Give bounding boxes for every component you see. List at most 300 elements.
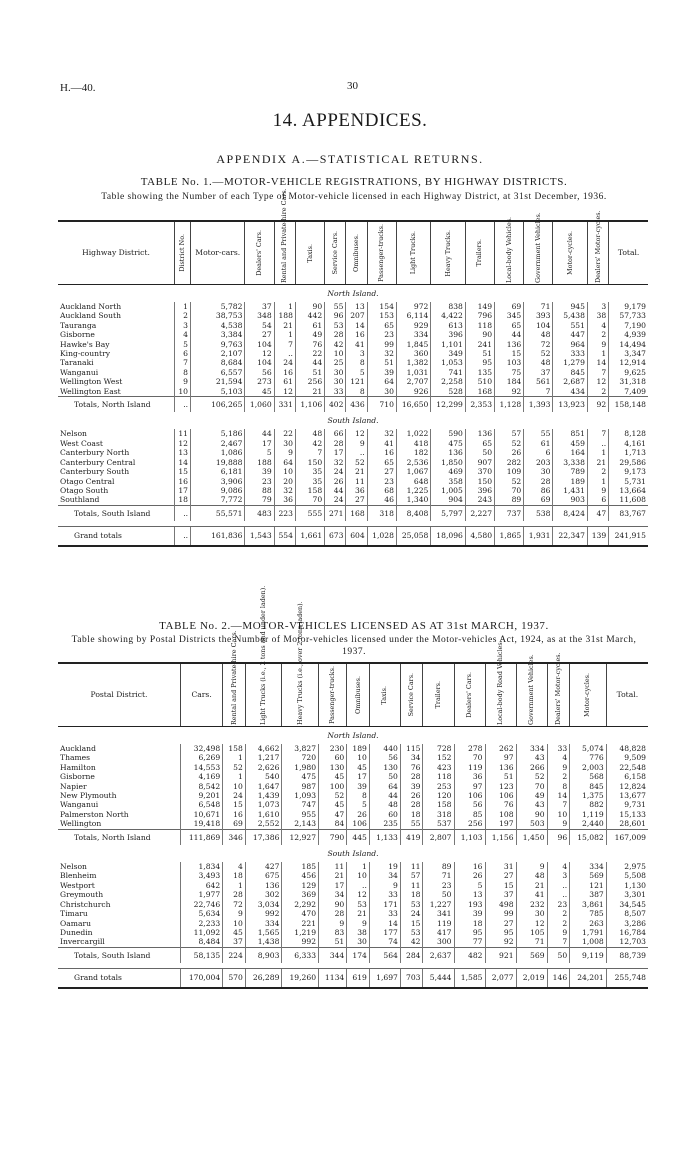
table-cell: 27 bbox=[367, 467, 396, 476]
row-label: Hamilton bbox=[60, 762, 96, 772]
table-cell: 8,903 bbox=[245, 947, 282, 963]
table-row bbox=[58, 377, 648, 386]
row-label: Totals, South Island bbox=[58, 505, 175, 521]
appendix-title: APPENDIX A.—STATISTICAL RETURNS. bbox=[216, 152, 484, 166]
table-cell: 4 bbox=[223, 862, 246, 871]
table-row bbox=[58, 772, 648, 781]
table-cell: 111,869 bbox=[181, 829, 223, 845]
table-cell: 106,265 bbox=[191, 397, 245, 413]
table-cell: 48 bbox=[369, 800, 400, 809]
table-cell: 118 bbox=[423, 772, 454, 781]
table-cell: 1,022 bbox=[396, 429, 430, 438]
column-header bbox=[553, 221, 587, 285]
table-cell: 49 bbox=[516, 791, 547, 800]
table-cell: 22,347 bbox=[553, 527, 587, 546]
table-cell: 10 bbox=[175, 387, 191, 397]
column-header-label: Taxis. bbox=[380, 685, 389, 705]
table-cell: 153 bbox=[367, 311, 396, 320]
table-cell: 19,888 bbox=[191, 458, 245, 467]
table-cell: 442 bbox=[295, 311, 324, 320]
table-cell: 10 bbox=[547, 810, 570, 819]
table-cell: 785 bbox=[570, 909, 607, 918]
table-cell: 70 bbox=[495, 486, 524, 495]
table-cell: 2,536 bbox=[396, 458, 430, 467]
table-cell: 188 bbox=[274, 311, 295, 320]
table-cell: 15 bbox=[175, 467, 191, 476]
table-cell: 4,662 bbox=[245, 744, 282, 753]
table-cell: 104 bbox=[245, 340, 274, 349]
table-cell: 52 bbox=[346, 458, 367, 467]
table-cell: 747 bbox=[282, 800, 319, 809]
table-cell: 105 bbox=[516, 928, 547, 937]
table-cell: 1 bbox=[223, 772, 246, 781]
table-cell: 167,009 bbox=[606, 829, 648, 845]
table-cell: 15,082 bbox=[570, 829, 607, 845]
table-cell: 28,601 bbox=[606, 819, 648, 829]
table-cell: 17 bbox=[325, 448, 346, 457]
table-cell: 19 bbox=[369, 862, 400, 871]
table-cell: 95 bbox=[485, 928, 516, 937]
table-cell: 907 bbox=[465, 458, 494, 467]
column-header: Cars. bbox=[181, 663, 223, 727]
table-cell: 23 bbox=[423, 881, 454, 890]
table-cell: 90 bbox=[516, 810, 547, 819]
table-cell: 11 bbox=[400, 862, 423, 871]
column-header bbox=[347, 663, 370, 727]
table-cell: .. bbox=[587, 439, 608, 448]
table-cell: 97 bbox=[485, 753, 516, 762]
table-cell: 369 bbox=[282, 890, 319, 899]
table-cell: 32 bbox=[367, 349, 396, 358]
table-cell: 8,507 bbox=[606, 909, 648, 918]
table-cell: 64 bbox=[369, 782, 400, 791]
table2-subtitle: Table showing by Postal Districts the Number of Motor-vehicles licensed under the Motor-vehicles Act, 1924, as at the 31st March, 1937. bbox=[71, 635, 637, 657]
table-cell: 51 bbox=[367, 358, 396, 367]
table-cell: 537 bbox=[423, 819, 454, 829]
table-row bbox=[58, 448, 648, 457]
row-label: Gisborne bbox=[60, 330, 95, 340]
column-header: Total. bbox=[606, 663, 648, 727]
table-cell: 456 bbox=[282, 871, 319, 880]
table-cell: 32 bbox=[325, 458, 346, 467]
table-cell: 154 bbox=[367, 302, 396, 311]
table-cell: 423 bbox=[423, 763, 454, 772]
table-cell: 9 bbox=[547, 928, 570, 937]
table-row bbox=[58, 467, 648, 476]
table-cell: 964 bbox=[553, 340, 587, 349]
table-cell: 2,687 bbox=[553, 377, 587, 386]
table-cell: 498 bbox=[485, 900, 516, 909]
table-cell: 6,269 bbox=[181, 753, 223, 762]
table-cell: 30 bbox=[325, 377, 346, 386]
table-cell: 7 bbox=[175, 358, 191, 367]
row-label: Gisborne bbox=[60, 772, 95, 782]
table-cell: 1,565 bbox=[245, 928, 282, 937]
table-cell: 69 bbox=[495, 302, 524, 311]
table-cell: 4 bbox=[547, 753, 570, 762]
table-cell: 8,128 bbox=[609, 429, 648, 438]
table-cell: 85 bbox=[454, 810, 485, 819]
section-south-island bbox=[58, 412, 648, 429]
table-cell: 2 bbox=[547, 909, 570, 918]
table-cell: 55 bbox=[524, 429, 553, 438]
table-cell: 84 bbox=[319, 819, 347, 829]
table-cell: 44 bbox=[295, 358, 324, 367]
table-cell: 673 bbox=[325, 527, 346, 546]
table-cell: 70 bbox=[295, 495, 324, 505]
table-cell: 149 bbox=[465, 302, 494, 311]
table-cell: 790 bbox=[319, 829, 347, 845]
table-cell: 619 bbox=[347, 969, 370, 988]
table-cell: 9,086 bbox=[191, 486, 245, 495]
table-cell: 569 bbox=[516, 947, 547, 963]
table-cell: 104 bbox=[524, 321, 553, 330]
table-cell: 554 bbox=[274, 527, 295, 546]
table-cell: 334 bbox=[516, 744, 547, 753]
table-cell: 31 bbox=[485, 862, 516, 871]
table-cell: 2 bbox=[587, 330, 608, 339]
table-cell: 13 bbox=[346, 302, 367, 311]
table-cell: 2,077 bbox=[485, 969, 516, 988]
table-cell: 551 bbox=[553, 321, 587, 330]
table-cell: 75 bbox=[495, 368, 524, 377]
table-cell: 33 bbox=[369, 890, 400, 899]
table-cell: 6 bbox=[175, 349, 191, 358]
table-row bbox=[58, 358, 648, 367]
table-cell: 7 bbox=[524, 387, 553, 397]
table-cell: 72 bbox=[524, 340, 553, 349]
table-cell: 45 bbox=[223, 928, 246, 937]
table-row bbox=[58, 763, 648, 772]
table-cell: 1,119 bbox=[570, 810, 607, 819]
table-cell: 23 bbox=[367, 477, 396, 486]
table-cell: 136 bbox=[431, 448, 465, 457]
table-cell: 129 bbox=[282, 881, 319, 890]
table-cell: 436 bbox=[346, 397, 367, 413]
column-header-label: Heavy Trucks (i.e., over 2 tons laden). bbox=[295, 601, 304, 725]
table-cell: 21 bbox=[347, 909, 370, 918]
column-header-label: Local-body Road Vehicles. bbox=[496, 640, 505, 725]
table-cell: 42 bbox=[400, 937, 423, 947]
table-cell: 1,382 bbox=[396, 358, 430, 367]
table-cell: 6,333 bbox=[282, 947, 319, 963]
table-cell: 262 bbox=[485, 744, 516, 753]
table-cell: 120 bbox=[423, 791, 454, 800]
table-cell: 393 bbox=[524, 311, 553, 320]
table-cell: 69 bbox=[223, 819, 246, 829]
table-cell: 929 bbox=[396, 321, 430, 330]
table-cell: 1 bbox=[223, 753, 246, 762]
table-cell: 2,233 bbox=[181, 919, 223, 928]
table-cell: 710 bbox=[367, 397, 396, 413]
table-cell: 47 bbox=[319, 810, 347, 819]
table-cell: 255,748 bbox=[606, 969, 648, 988]
table-cell: 9 bbox=[369, 881, 400, 890]
table-cell: 1,227 bbox=[423, 900, 454, 909]
table-cell: 561 bbox=[524, 377, 553, 386]
column-header: Motor-cars. bbox=[191, 221, 245, 285]
table-cell: 34,545 bbox=[606, 900, 648, 909]
table-cell: 3,861 bbox=[570, 900, 607, 909]
page-header bbox=[60, 76, 645, 98]
table-cell: 2,707 bbox=[396, 377, 430, 386]
section-north-island bbox=[58, 285, 648, 303]
table-cell: 99 bbox=[367, 340, 396, 349]
table-cell: 224 bbox=[223, 947, 246, 963]
table-cell: 61 bbox=[524, 439, 553, 448]
table-cell: 12 bbox=[516, 919, 547, 928]
table-row bbox=[58, 909, 648, 918]
table-cell: 95 bbox=[454, 928, 485, 937]
table-cell: 55 bbox=[325, 302, 346, 311]
table-cell: 19,418 bbox=[181, 819, 223, 829]
table-cell: 10 bbox=[325, 349, 346, 358]
table-cell: 24 bbox=[325, 467, 346, 476]
column-header bbox=[367, 221, 396, 285]
table-cell: 17,386 bbox=[245, 829, 282, 845]
table-cell: .. bbox=[547, 881, 570, 890]
row-label: Timaru bbox=[60, 909, 88, 919]
table-cell: 1,610 bbox=[245, 810, 282, 819]
table-cell: .. bbox=[175, 397, 191, 413]
table-cell: 118 bbox=[465, 321, 494, 330]
column-header bbox=[587, 210, 608, 285]
table-cell: 51 bbox=[465, 349, 494, 358]
column-header: Highway District. bbox=[58, 221, 175, 285]
table-cell: 188 bbox=[245, 458, 274, 467]
table-cell: 109 bbox=[495, 467, 524, 476]
table-cell: 123 bbox=[485, 782, 516, 791]
table-cell: 36 bbox=[454, 772, 485, 781]
table-cell: 2,626 bbox=[245, 763, 282, 772]
table-cell: 459 bbox=[553, 439, 587, 448]
table-cell: 1,393 bbox=[524, 397, 553, 413]
document-code: H.—40. bbox=[60, 82, 96, 94]
table-cell: 18 bbox=[454, 919, 485, 928]
table-cell: 158 bbox=[423, 800, 454, 809]
table-cell: 2,107 bbox=[191, 349, 245, 358]
table-cell: 44 bbox=[325, 486, 346, 495]
table-cell: 25 bbox=[325, 358, 346, 367]
table-cell: 50 bbox=[465, 448, 494, 457]
table-cell: 9 bbox=[587, 486, 608, 495]
table-cell: 1,053 bbox=[431, 358, 465, 367]
table-cell: 510 bbox=[465, 377, 494, 386]
column-header bbox=[223, 630, 246, 727]
table-cell: 17 bbox=[245, 439, 274, 448]
table-cell: 348 bbox=[245, 311, 274, 320]
table-cell: 12 bbox=[175, 439, 191, 448]
table-row bbox=[58, 311, 648, 320]
table-cell: 20 bbox=[274, 477, 295, 486]
column-header-label: Rental and Private-hire Cars. bbox=[229, 630, 238, 725]
table-cell: 2,227 bbox=[465, 505, 494, 521]
table-cell: 728 bbox=[423, 744, 454, 753]
table-cell: 648 bbox=[396, 477, 430, 486]
table-cell: 31,318 bbox=[609, 377, 648, 386]
table-cell: 33 bbox=[547, 744, 570, 753]
table-cell: 28 bbox=[325, 330, 346, 339]
table-cell: 8 bbox=[175, 368, 191, 377]
table-cell: 71 bbox=[516, 937, 547, 947]
table-cell: 56 bbox=[454, 800, 485, 809]
grand-total-row bbox=[58, 527, 648, 546]
column-header-label: Rental and Private-hire Cars. bbox=[280, 188, 289, 283]
table-cell: 9 bbox=[347, 919, 370, 928]
table-cell: 52 bbox=[516, 772, 547, 781]
table-cell: 16 bbox=[175, 477, 191, 486]
table-cell: 11,608 bbox=[609, 495, 648, 505]
table-cell: 1,128 bbox=[495, 397, 524, 413]
table-cell: 482 bbox=[454, 947, 485, 963]
table-cell: 12,927 bbox=[282, 829, 319, 845]
table-cell: 3,906 bbox=[191, 477, 245, 486]
table-cell: 72 bbox=[223, 900, 246, 909]
table-cell: 5,634 bbox=[181, 909, 223, 918]
column-header-label: Dealers' Motor-cycles. bbox=[593, 210, 602, 283]
table-cell: 70 bbox=[516, 782, 547, 791]
row-label: Grand totals bbox=[58, 527, 175, 546]
table-cell: 8,408 bbox=[396, 505, 430, 521]
column-header bbox=[400, 663, 423, 727]
table-cell: 9 bbox=[223, 909, 246, 918]
table-row bbox=[58, 782, 648, 791]
table-cell: 28 bbox=[524, 477, 553, 486]
table-cell: 590 bbox=[431, 429, 465, 438]
table-cell: 256 bbox=[454, 819, 485, 829]
table-cell: 96 bbox=[547, 829, 570, 845]
row-label: Blenheim bbox=[60, 871, 97, 881]
table-cell: 2,552 bbox=[245, 819, 282, 829]
table-cell: 6,548 bbox=[181, 800, 223, 809]
table-row bbox=[58, 486, 648, 495]
table-cell: 18 bbox=[400, 810, 423, 819]
table-cell: 972 bbox=[396, 302, 430, 311]
row-label: Wanganui bbox=[60, 367, 99, 377]
table-cell: 11 bbox=[400, 881, 423, 890]
table-cell: 2 bbox=[547, 919, 570, 928]
table-cell: 92 bbox=[485, 937, 516, 947]
table-cell: 104 bbox=[245, 358, 274, 367]
table-cell: 4,939 bbox=[609, 330, 648, 339]
table-cell: 24 bbox=[325, 495, 346, 505]
table-cell: 12,824 bbox=[606, 782, 648, 791]
column-header bbox=[319, 663, 347, 727]
table-cell: 168 bbox=[346, 505, 367, 521]
row-label: Canterbury Central bbox=[60, 457, 136, 467]
table-cell: 1,106 bbox=[295, 397, 324, 413]
table-cell: 48 bbox=[516, 871, 547, 880]
table-row bbox=[58, 919, 648, 928]
table-cell: 1,225 bbox=[396, 486, 430, 495]
table-cell: 18 bbox=[400, 890, 423, 899]
table-cell: 503 bbox=[516, 819, 547, 829]
table-cell: 568 bbox=[570, 772, 607, 781]
table-cell: 171 bbox=[369, 900, 400, 909]
table-cell: 1,865 bbox=[495, 527, 524, 546]
table-cell: 7,772 bbox=[191, 495, 245, 505]
table-cell: 19,260 bbox=[282, 969, 319, 988]
table-cell: 76 bbox=[400, 763, 423, 772]
table-cell: 1,060 bbox=[245, 397, 274, 413]
table-cell: 1,340 bbox=[396, 495, 430, 505]
table-cell: 37 bbox=[485, 890, 516, 899]
table-cell: 475 bbox=[431, 439, 465, 448]
table-cell: 24 bbox=[274, 358, 295, 367]
table-cell: 9,625 bbox=[609, 368, 648, 377]
row-label: Totals, North Island bbox=[58, 829, 181, 845]
table-row bbox=[58, 439, 648, 448]
table-cell: 57,733 bbox=[609, 311, 648, 320]
table-cell: 8,484 bbox=[181, 937, 223, 947]
table-cell: 27 bbox=[485, 919, 516, 928]
table-cell: 121 bbox=[346, 377, 367, 386]
table-cell: 427 bbox=[245, 862, 282, 871]
table-cell: 8,542 bbox=[181, 782, 223, 791]
table-cell: 90 bbox=[295, 302, 324, 311]
table-cell: 2,467 bbox=[191, 439, 245, 448]
table-cell: 346 bbox=[223, 829, 246, 845]
column-header bbox=[245, 221, 274, 285]
total-row-south bbox=[58, 947, 648, 963]
table-cell: 15,133 bbox=[606, 810, 648, 819]
table-cell: 16,784 bbox=[606, 928, 648, 937]
table-cell: 256 bbox=[295, 377, 324, 386]
table-cell: 13,677 bbox=[606, 791, 648, 800]
table-cell: 43 bbox=[516, 753, 547, 762]
table-cell: 41 bbox=[346, 340, 367, 349]
table-cell: 417 bbox=[423, 928, 454, 937]
table-cell: 158 bbox=[295, 486, 324, 495]
table-cell: 39 bbox=[400, 782, 423, 791]
table-cell: 89 bbox=[423, 862, 454, 871]
row-label: Otago Central bbox=[60, 476, 115, 486]
table-cell: 22,746 bbox=[181, 900, 223, 909]
table-cell: 538 bbox=[524, 505, 553, 521]
table-cell: 5,731 bbox=[609, 477, 648, 486]
table-cell: 284 bbox=[400, 947, 423, 963]
table-cell: 26,289 bbox=[245, 969, 282, 988]
table-cell: 8 bbox=[346, 387, 367, 397]
column-header bbox=[282, 601, 319, 727]
table-cell: 344 bbox=[319, 947, 347, 963]
table-cell: 4,161 bbox=[609, 439, 648, 448]
table-cell: 1,850 bbox=[431, 458, 465, 467]
table-cell: 24,201 bbox=[570, 969, 607, 988]
table-cell: 38 bbox=[347, 928, 370, 937]
table-cell: 358 bbox=[431, 477, 465, 486]
column-header: Total. bbox=[609, 221, 648, 285]
table-row bbox=[58, 340, 648, 349]
table-cell: 46 bbox=[367, 495, 396, 505]
column-header: Postal District. bbox=[58, 663, 181, 727]
column-header-label: Light Trucks. bbox=[409, 231, 418, 275]
column-header-label: Government Vehicles. bbox=[533, 212, 542, 283]
table-cell: 2 bbox=[587, 467, 608, 476]
table-cell: 54 bbox=[245, 321, 274, 330]
table-cell: 5,438 bbox=[553, 311, 587, 320]
table-cell: 47 bbox=[587, 505, 608, 521]
row-label: Nelson bbox=[60, 429, 87, 439]
table-cell: 21 bbox=[346, 467, 367, 476]
table-cell: 10 bbox=[223, 782, 246, 791]
table-row bbox=[58, 881, 648, 890]
row-label: Wellington West bbox=[60, 377, 123, 387]
table-cell: 150 bbox=[465, 477, 494, 486]
table-cell: 5,186 bbox=[191, 429, 245, 438]
table-cell: 12 bbox=[347, 890, 370, 899]
table-cell: 44 bbox=[245, 429, 274, 438]
